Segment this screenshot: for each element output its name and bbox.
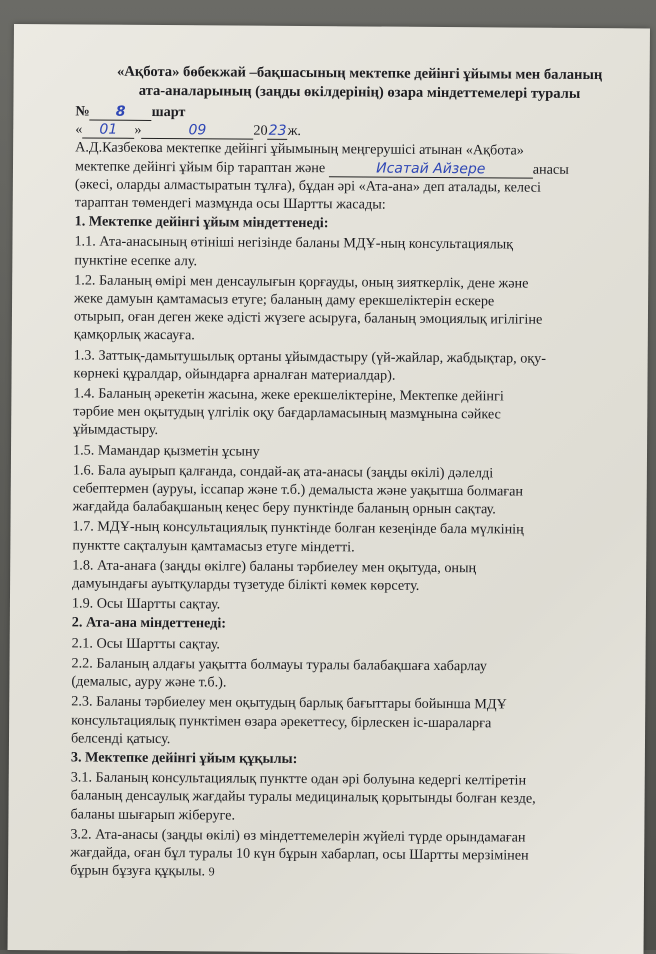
clause-1-1-line: 1.1. Ата-анасының өтініші негізінде баланы МДҰ-ның консультациялық bbox=[74, 233, 514, 253]
section-2-title: 2. Ата-ана міндеттенеді: bbox=[71, 614, 227, 632]
number-sign: № bbox=[75, 103, 90, 120]
clause-1-8-line: 1.8. Ата-анаға (заңды өкілге) баланы тәрбиелеу мен оқытуда, оның bbox=[72, 557, 477, 577]
clause-1-5: 1.5. Мамандар қызметін ұсыну bbox=[72, 442, 260, 460]
clause-1-3-line: көрнекі құралдар, ойындарға арналған материалдар). bbox=[73, 365, 396, 384]
clause-1-4 bbox=[73, 384, 643, 443]
parent-name: Исатай Айзере bbox=[376, 160, 486, 177]
clause-1-2-line: қамқорлық жасауға. bbox=[73, 326, 195, 344]
clause-1-6 bbox=[73, 461, 643, 520]
intro-line-2-end: анасы bbox=[532, 161, 569, 178]
clause-3-2-text: бұрын бұзуға құқылы. bbox=[70, 862, 206, 880]
date-year-blank bbox=[268, 123, 288, 140]
date-month-blank bbox=[141, 122, 253, 140]
date-day-blank bbox=[82, 122, 134, 139]
date-day: 01 bbox=[99, 121, 118, 138]
clause-1-6-line: жағдайда балабақшаның кеңес беру пунктінде баланың орнын сақтау. bbox=[72, 498, 496, 518]
clause-1-6-line: себептермен (ауруы, іссапар және т.б.) демалыста және уақытша болмаған bbox=[72, 480, 524, 500]
date-year-end: ж. bbox=[287, 123, 302, 140]
title-line-2: ата-аналарының (заңды өкілдерінің) өзара міндеттемелері туралы bbox=[138, 82, 581, 102]
clause-2-3 bbox=[71, 693, 641, 752]
clause-1-3-line: 1.3. Заттық-дамытушылық ортаны ұйымдастыру (үй-жайлар, жабдықтар, оқу- bbox=[73, 347, 547, 367]
clause-1-1-line: пунктіне есепке алу. bbox=[74, 252, 198, 269]
clause-2-2-line: (демалыс, ауру және т.б.). bbox=[71, 673, 227, 691]
clause-1-4-line: тәрбие мен оқытудың үлгілік оқу бағдарламасының мазмұнына сәйкес bbox=[73, 403, 501, 423]
clause-1-6-line: 1.6. Бала ауырып қалғанда, сондай-ақ ата-анасы (заңды өкілі) дәлелді bbox=[72, 462, 494, 482]
contract-word: шарт bbox=[151, 103, 186, 121]
document-content bbox=[70, 62, 646, 883]
clause-3-1-line: 3.1. Баланың консультациялық пунктте одан әрі болуына кедергі келтіретін bbox=[70, 769, 527, 789]
date-month: 09 bbox=[188, 122, 207, 139]
document-title bbox=[71, 62, 647, 104]
clause-1-7-line: пунктте сақталуын қамтамасыз етуге міндетті. bbox=[72, 537, 355, 556]
title-line-1: «Ақбота» бөбекжай –бақшасының мектепке дейінгі ұйымы мен баланың bbox=[116, 63, 603, 84]
clause-2-3-line: 2.3. Баланы тәрбиелеу мен оқытудың барлық бағыттары бойынша МДҰ bbox=[71, 693, 507, 713]
clause-2-1: 2.1. Осы Шартты сақтау. bbox=[71, 635, 221, 653]
clause-2-2 bbox=[71, 654, 641, 694]
clause-3-1 bbox=[70, 769, 640, 828]
clause-3-1-line: баланы шығарып жіберуге. bbox=[70, 805, 236, 824]
clause-1-7-line: 1.7. МДҰ-ның консультациялық пунктінде болған кезеңінде бала мүлкінің bbox=[72, 518, 524, 539]
clause-1-8-line: дамуындағы ауытқуларды түзетуде білікті көмек көрсету. bbox=[72, 575, 420, 594]
clause-1-1 bbox=[74, 233, 644, 273]
clause-1-2-line: 1.2. Баланың өмірі мен денсаулығын қорғауды, оның зияткерлік, дене және bbox=[74, 272, 529, 292]
clause-1-4-line: ұйымдастыру. bbox=[73, 421, 159, 439]
clause-1-2-line: отырып, оған деген жеке әдісті жүзеге асыруға, баланың эмоциялық игілігіне bbox=[73, 308, 543, 328]
clause-3-2 bbox=[70, 825, 640, 884]
clause-1-2 bbox=[74, 271, 644, 348]
clause-3-1-line: баланың денсаулық жағдайы туралы медициналық қорытынды болған кезде, bbox=[70, 787, 536, 807]
intro-line-3: (әкесі, оларды алмастыратын тұлға), бұдан әрі «Ата-ана» деп аталады, келесі bbox=[74, 176, 541, 196]
clause-3-2-line: жағдайда, оған бұл туралы 10 күн бұрын хабарлап, осы Шартты мерзімінен bbox=[70, 844, 529, 864]
clause-1-9: 1.9. Осы Шартты сақтау. bbox=[71, 595, 221, 613]
intro-line-2-start: мектепке дейінгі ұйым бір тараптан және bbox=[74, 158, 326, 176]
date-year-prefix: 20 bbox=[253, 122, 268, 139]
clause-1-7 bbox=[72, 518, 642, 558]
clause-1-8 bbox=[72, 556, 642, 596]
intro-line-4: тараптан төмендегі мазмұнда осы Шартты жасады: bbox=[74, 194, 386, 213]
intro-line-1: А.Д.Казбекова мектепке дейінгі ұйымының меңгерушісі атынан «Ақбота» bbox=[75, 139, 524, 159]
clause-3-2-line: 3.2. Ата-анасы (заңды өкілі) өз міндеттемелерін жүйелі түрде орындамаған bbox=[70, 826, 526, 846]
document-sheet bbox=[8, 24, 650, 954]
date-open-quote: « bbox=[75, 121, 83, 138]
clause-3-2-last-line bbox=[70, 862, 640, 884]
section-3-title: 3. Мектепке дейінгі ұйым құқылы: bbox=[70, 749, 298, 767]
date-year-suffix: 23 bbox=[268, 122, 287, 140]
parent-name-blank bbox=[329, 160, 533, 178]
contract-number-blank bbox=[90, 104, 152, 121]
contract-number: 8 bbox=[115, 103, 126, 120]
clause-1-2-line: жеке дамуын қамтамасыз етуге; баланың даму ерекшеліктерін ескере bbox=[74, 290, 495, 310]
clause-2-3-line: белсенді қатысу. bbox=[70, 730, 171, 747]
clause-2-2-line: 2.2. Баланың алдағы уақытта болмауы туралы балабақшаға хабарлау bbox=[71, 655, 487, 675]
clause-1-4-line: 1.4. Баланың әрекетін жасына, жеке ерекшеліктеріне, Мектепке дейінгі bbox=[73, 385, 504, 405]
section-1-title: 1. Мектепке дейінгі ұйым міндеттенеді: bbox=[74, 213, 329, 232]
clause-1-3 bbox=[73, 346, 643, 386]
clause-2-3-line: консультациялық пунктімен өзара әрекеттесу, бірлескен іс-шараларға bbox=[71, 711, 492, 731]
page-number: 9 bbox=[208, 864, 215, 879]
date-close-quote: » bbox=[134, 122, 142, 139]
